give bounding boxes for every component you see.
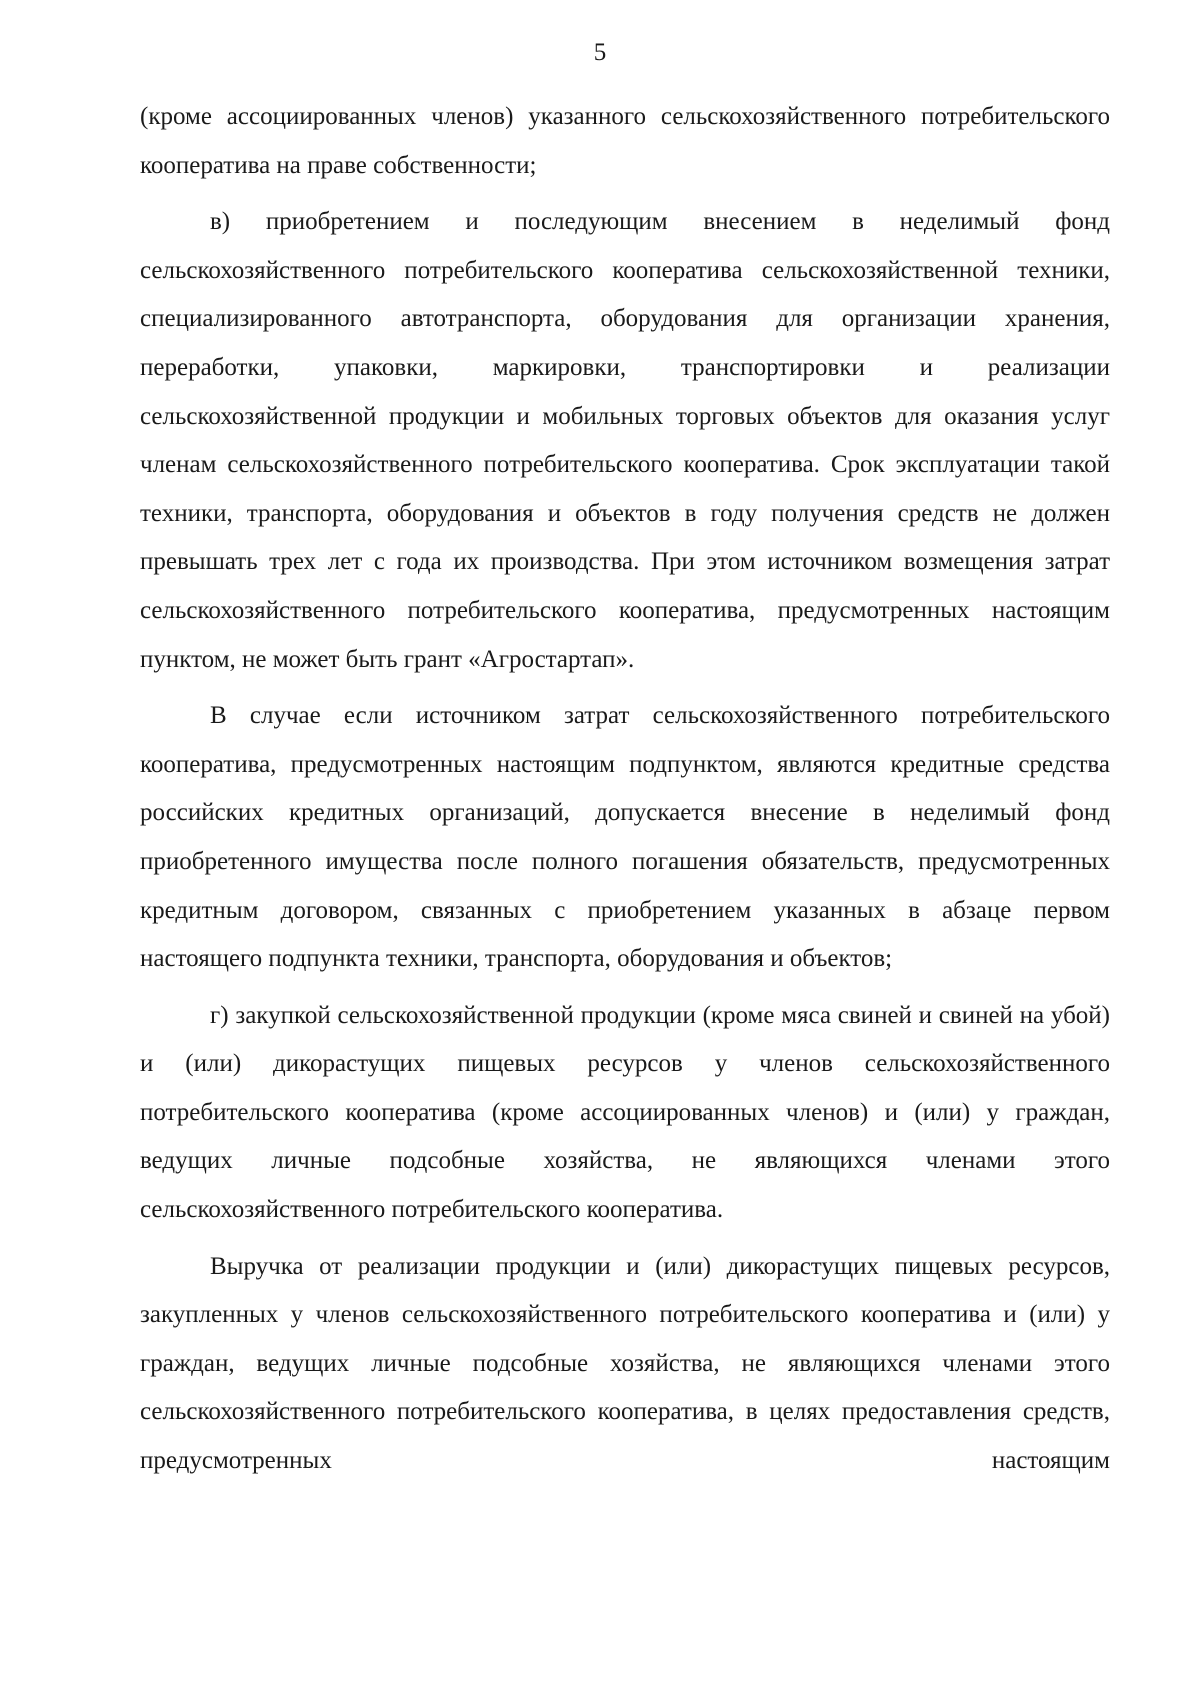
paragraph-subitem-v: в) приобретением и последующим внесением в неделимый фонд сельскохозяйственного потребительского кооператива сельскохозяйственной техники, специализированного автотранспорта, оборудования для организации хранения, переработки, упаковки, маркировки, транспортировки и реализации сельскохозяйственной продукции и мобильных торговых объектов для оказания услуг членам сельскохозяйственного потребительского кооператива. Срок эксплуатации такой техники, транспорта, оборудования и объектов в году получения средств не должен превышать трех лет с года их производства. При этом источником возмещения затрат сельскохозяйственного потребительского кооператива, предусмотренных настоящим пунктом, не может быть грант «Агростартап». bbox=[140, 208, 1110, 673]
paragraph-credit-case: В случае если источником затрат сельскохозяйственного потребительского кооператива, предусмотренных настоящим подпунктом, являются кредитные средства российских кредитных организаций, допускается внесение в неделимый фонд приобретенного имущества после полного погашения обязательств, предусмотренных кредитным договором, связанных с приобретением указанных в абзаце первом настоящего подпункта техники, транспорта, оборудования и объектов; bbox=[140, 702, 1110, 973]
page-number: 5 bbox=[593, 39, 607, 66]
paragraph-continuation: (кроме ассоциированных членов) указанного сельскохозяйственного потребительского кооператива на праве собственности; bbox=[140, 103, 1110, 179]
paragraph-revenue: Выручка от реализации продукции и (или) дикорастущих пищевых ресурсов, закупленных у членов сельскохозяйственного потребительского кооператива и (или) у граждан, ведущих личные подсобные хозяйства, не являющихся членами этого сельскохозяйственного потребительского кооператива, в целях предоставления средств, предусмотренных настоящим bbox=[140, 1252, 1110, 1475]
paragraph-subitem-g: г) закупкой сельскохозяйственной продукции (кроме мяса свиней и свиней на убой) и (или) дикорастущих пищевых ресурсов у членов сельскохозяйственного потребительского кооператива (кроме ассоциированных членов) и (или) у граждан, ведущих личные подсобные хозяйства, не являющихся членами этого сельскохозяйственного потребительского кооператива. bbox=[140, 1001, 1110, 1224]
document-body bbox=[140, 93, 1110, 1494]
